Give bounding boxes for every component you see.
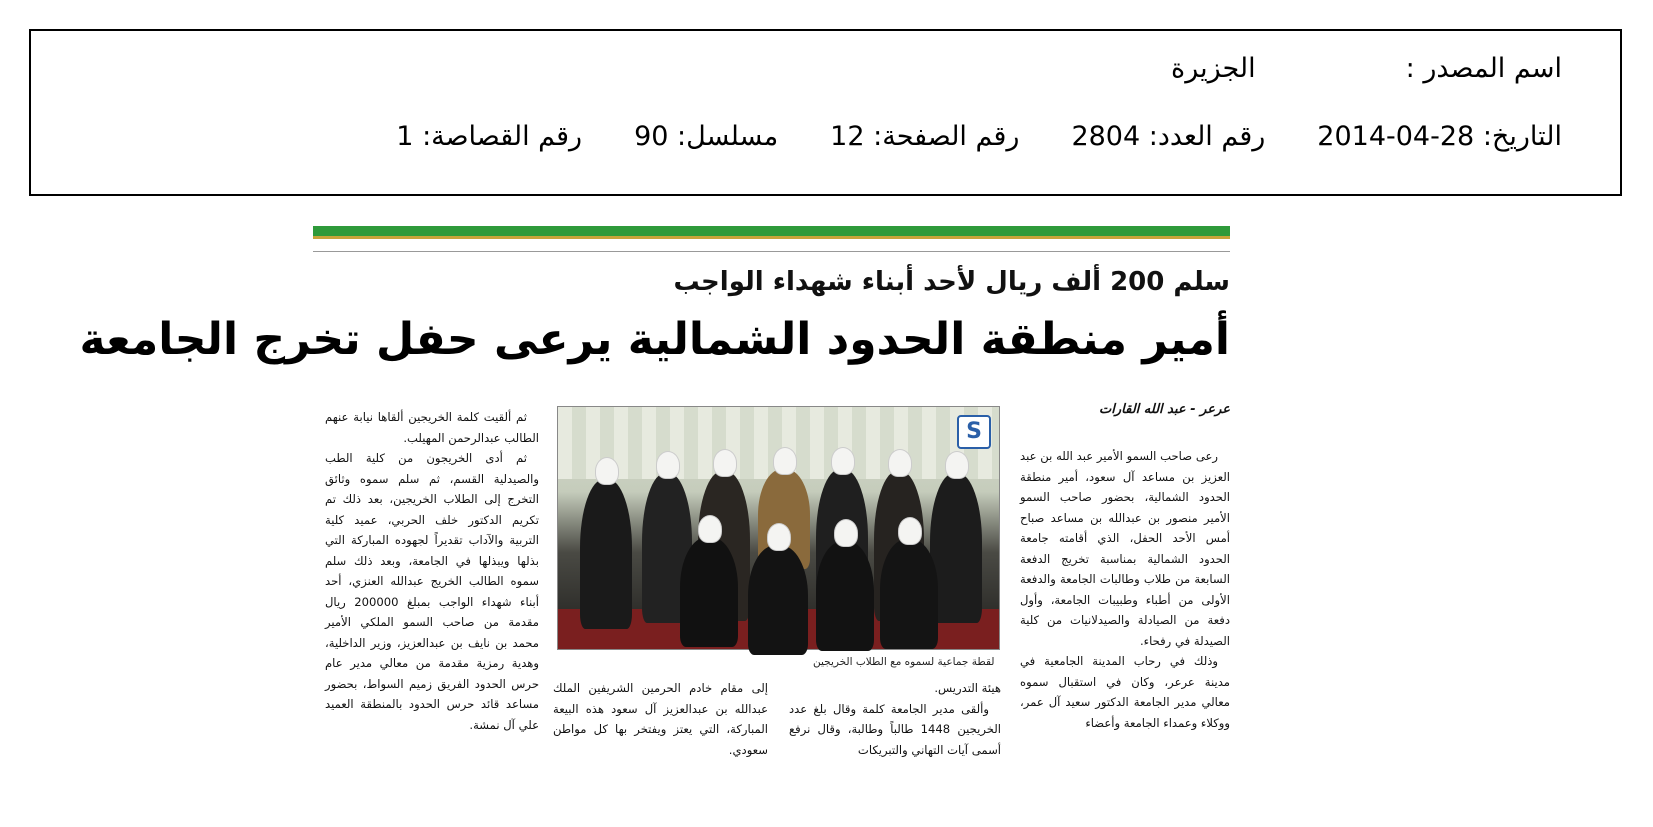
meta-row-details (396, 121, 1562, 152)
page-value: 12 (830, 121, 865, 152)
header-band-gold (313, 236, 1230, 239)
article-byline: عرعر - عبد الله القارات (1099, 402, 1230, 417)
article-photo (557, 406, 1000, 650)
date-value: 2014-04-28 (1317, 121, 1475, 152)
issue-label: رقم العدد: (1148, 121, 1266, 152)
meta-row-source (1171, 53, 1562, 84)
paragraph: ثم أدى الخريجون من كلية الطب والصيدلية القسم، ثم سلم سموه وثائق التخرج إلى الطلاب الخريجين، بعد ذلك تم تكريم الدكتور خلف الحربي، عميد كلية التربية والآداب تقديراً لجهوده المباركة التي بذلها ويبذلها في الجامعة، وبعد ذلك سلم سموه الطالب الخريج عبدالله العنزي، أحد أبناء شهداء الواجب بمبلغ 200000 ريال مقدمة من صاحب السمو الملكي الأمير محمد بن نايف بن عبدالعزيز، وزير الداخلية، وهدية رمزية مقدمة من معالي مدير عام حرس الحدود الفريق زميم السواط، بحضور مساعد قائد حرس الحدود بالمنطقة العميد علي آل نمشة. (325, 451, 539, 732)
paragraph: هيئة التدريس. (934, 681, 1001, 695)
article-column-left (325, 407, 539, 735)
date-label: التاريخ: (1482, 121, 1562, 152)
paragraph: وذلك في رحاب المدينة الجامعية في مدينة عرعر، وكان في استقبال سموه معالي مدير الجامعة الدكتور سعيد آل عمر، ووكلاء وعمداء الجامعة وأعضاء (1020, 654, 1230, 730)
paragraph: إلى مقام خادم الحرمين الشريفين الملك عبدالله بن عبدالعزيز آل سعود هذه البيعة المباركة، التي يعتز ويفتخر بها كل مواطن سعودي. (553, 681, 768, 757)
photo-caption: لقطة جماعية لسموه مع الطلاب الخريجين (813, 656, 995, 668)
person-figure (680, 537, 738, 647)
serial-label: مسلسل: (677, 121, 779, 152)
issue-field (1071, 121, 1265, 152)
serial-value: 90 (634, 121, 669, 152)
source-field (1171, 53, 1562, 84)
article-column-middle-left (553, 678, 768, 760)
person-figure (748, 545, 808, 655)
article-column-right (1020, 446, 1230, 733)
article-subheadline: سلم 200 ألف ريال لأحد أبناء شهداء الواجب (673, 267, 1230, 297)
header-rule (313, 251, 1230, 252)
article-headline: أمير منطقة الحدود الشمالية يرعى حفل تخرج الجامعة (79, 314, 1230, 365)
page-label: رقم الصفحة: (873, 121, 1020, 152)
paragraph: ثم ألقيت كلمة الخريجين ألقاها نيابة عنهم الطالب عبدالرحمن المهيلب. (325, 410, 539, 445)
source-value: الجزيرة (1171, 53, 1256, 84)
serial-field (634, 121, 778, 152)
newspaper-clipping (79, 222, 1230, 827)
header-band-green (313, 226, 1230, 236)
clip-number-field (396, 121, 582, 152)
person-figure (816, 541, 874, 651)
person-figure (880, 539, 938, 649)
newspaper-logo-icon: S (957, 415, 991, 449)
paragraph: وألقى مدير الجامعة كلمة وقال بلغ عدد الخريجين 1448 طالباً وطالبة، وقال نرفع أسمى آيات التهاني والتبريكات (789, 701, 1001, 757)
clip-value: 1 (396, 121, 414, 152)
article-column-middle-right (789, 678, 1001, 760)
source-label: اسم المصدر : (1405, 53, 1562, 84)
clip-label: رقم القصاصة: (422, 121, 583, 152)
clipping-metadata-box (29, 29, 1622, 196)
paragraph: رعى صاحب السمو الأمير عبد الله بن عبد العزيز بن مساعد آل سعود، أمير منطقة الحدود الشمالية، بحضور صاحب السمو الأمير منصور بن عبدالله بن مساعد صباح أمس الأحد الحفل، الذي أقامته جامعة الحدود الشمالية بمناسبة تخريج الدفعة السابعة من طلاب وطالبات الجامعة والدفعة الأولى من أطباء وطبيبات الجامعة، وأول دفعة من الصيادلة والصيدلانيات من كلية الصيدلة في رفحاء. (1020, 449, 1230, 648)
issue-value: 2804 (1071, 121, 1141, 152)
page-field (830, 121, 1019, 152)
person-figure (580, 479, 632, 629)
date-field (1317, 121, 1562, 152)
